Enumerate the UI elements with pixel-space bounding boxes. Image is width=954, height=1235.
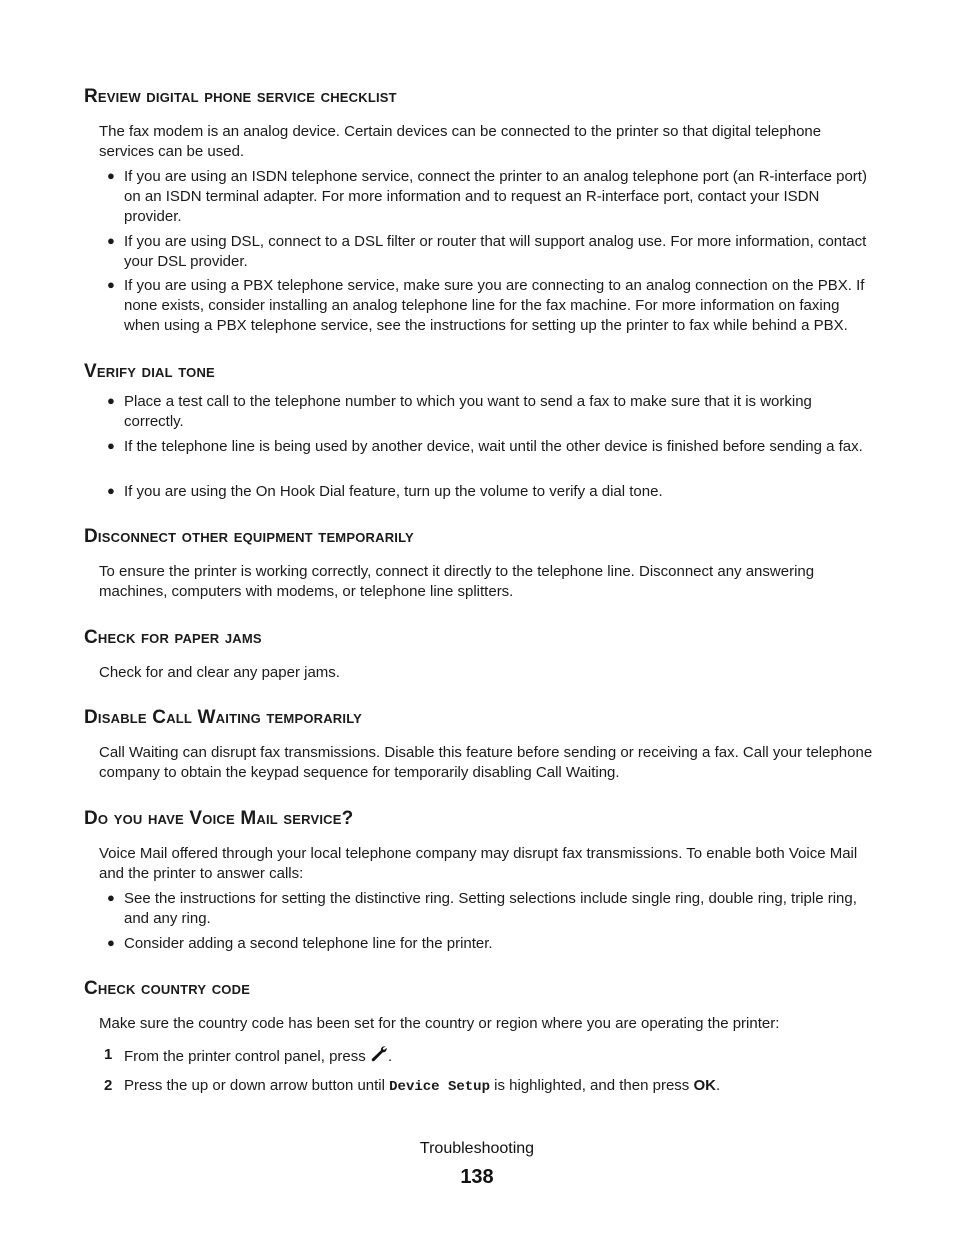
ok-key-label: OK [693, 1077, 716, 1094]
heading-disable-call-waiting: Disable Call Waiting temporarily [84, 707, 363, 728]
heading-verify-dial-tone: Verify dial tone [84, 361, 215, 382]
voicemail-bullet-distinctive-ring: See the instructions for setting the distinctive ring. Setting selections include single ring, double ring, triple ring, and any ring. [124, 890, 857, 927]
review-bullet-isdn: If you are using an ISDN telephone service, connect the printer to an analog telephone port (an R-interface port) on an ISDN terminal adapter. For more information and to request an R-interface port, contact your ISDN provider. [124, 168, 867, 225]
device-setup-code: Device Setup [389, 1079, 490, 1095]
review-bullet-pbx: If you are using a PBX telephone service, make sure you are connecting to an analog connection on the PBX. If none exists, consider installing an analog telephone line for the fax machine. For more information on faxing when using a PBX telephone service, see the instructions for setting up the printer to fax while behind a PBX. [124, 277, 865, 334]
step-2-middle: is highlighted, and then press [494, 1077, 690, 1094]
bullet-dot: ● [107, 483, 115, 498]
review-intro-paragraph: The fax modem is an analog device. Certain devices can be connected to the printer so that digital telephone services can be used. [99, 123, 822, 160]
voicemail-bullet-second-line: Consider adding a second telephone line for the printer. [124, 935, 493, 952]
review-bullet-dsl: If you are using DSL, connect to a DSL filter or router that will support analog use. For more information, contact your DSL provider. [124, 233, 867, 270]
voicemail-intro-paragraph: Voice Mail offered through your local telephone company may disrupt fax transmissions. To enable both Voice Mail and the printer to answer calls: [99, 845, 858, 882]
bullet-dot: ● [107, 168, 115, 183]
bullet-dot: ● [107, 233, 115, 248]
bullet-dot: ● [107, 935, 115, 950]
country-intro-paragraph: Make sure the country code has been set for the country or region where you are operating the printer: [99, 1015, 780, 1032]
callwaiting-paragraph: Call Waiting can disrupt fax transmissions. Disable this feature before sending or receiving a fax. Call your telephone company to obtain the keypad sequence for temporarily disabling Call Waiting. [99, 744, 873, 781]
verify-bullet-on-hook: If you are using the On Hook Dial feature, turn up the volume to verify a dial tone. [124, 483, 663, 500]
step-number-2: 2 [104, 1077, 113, 1094]
footer-section-name: Troubleshooting [419, 1140, 535, 1157]
step-1-before: From the printer control panel, press [124, 1048, 366, 1065]
disconnect-paragraph: To ensure the printer is working correctly, connect it directly to the telephone line. Disconnect any answering machines, computers with modems, or telephone line splitters. [99, 563, 815, 600]
heading-review-digital-phone-service: Review digital phone service checklist [84, 86, 397, 107]
heading-check-country-code: Check country code [84, 978, 251, 999]
bullet-dot: ● [107, 393, 115, 408]
heading-check-paper-jams: Check for paper jams [84, 627, 262, 648]
bullet-dot: ● [107, 890, 115, 905]
step-2-text [124, 1076, 874, 1097]
bullet-dot: ● [107, 438, 115, 453]
verify-bullet-line-in-use: If the telephone line is being used by another device, wait until the other device is finished before sending a fax. [124, 438, 863, 455]
heading-voice-mail-service: Do you have Voice Mail service? [84, 808, 354, 829]
step-2-after: . [715, 1077, 721, 1094]
step-number-1: 1 [104, 1046, 113, 1063]
step-2-before: Press the up or down arrow button until [124, 1077, 385, 1094]
step-1-text [124, 1045, 874, 1069]
step-1-after: . [387, 1048, 393, 1065]
jams-paragraph: Check for and clear any paper jams. [99, 664, 340, 681]
verify-bullet-test-call: Place a test call to the telephone number to which you want to send a fax to make sure that it is working correctly. [124, 393, 812, 430]
page-number: 138 [460, 1166, 494, 1188]
heading-disconnect-equipment: Disconnect other equipment temporarily [84, 526, 414, 547]
bullet-dot: ● [107, 277, 115, 292]
wrench-icon [370, 1045, 388, 1069]
